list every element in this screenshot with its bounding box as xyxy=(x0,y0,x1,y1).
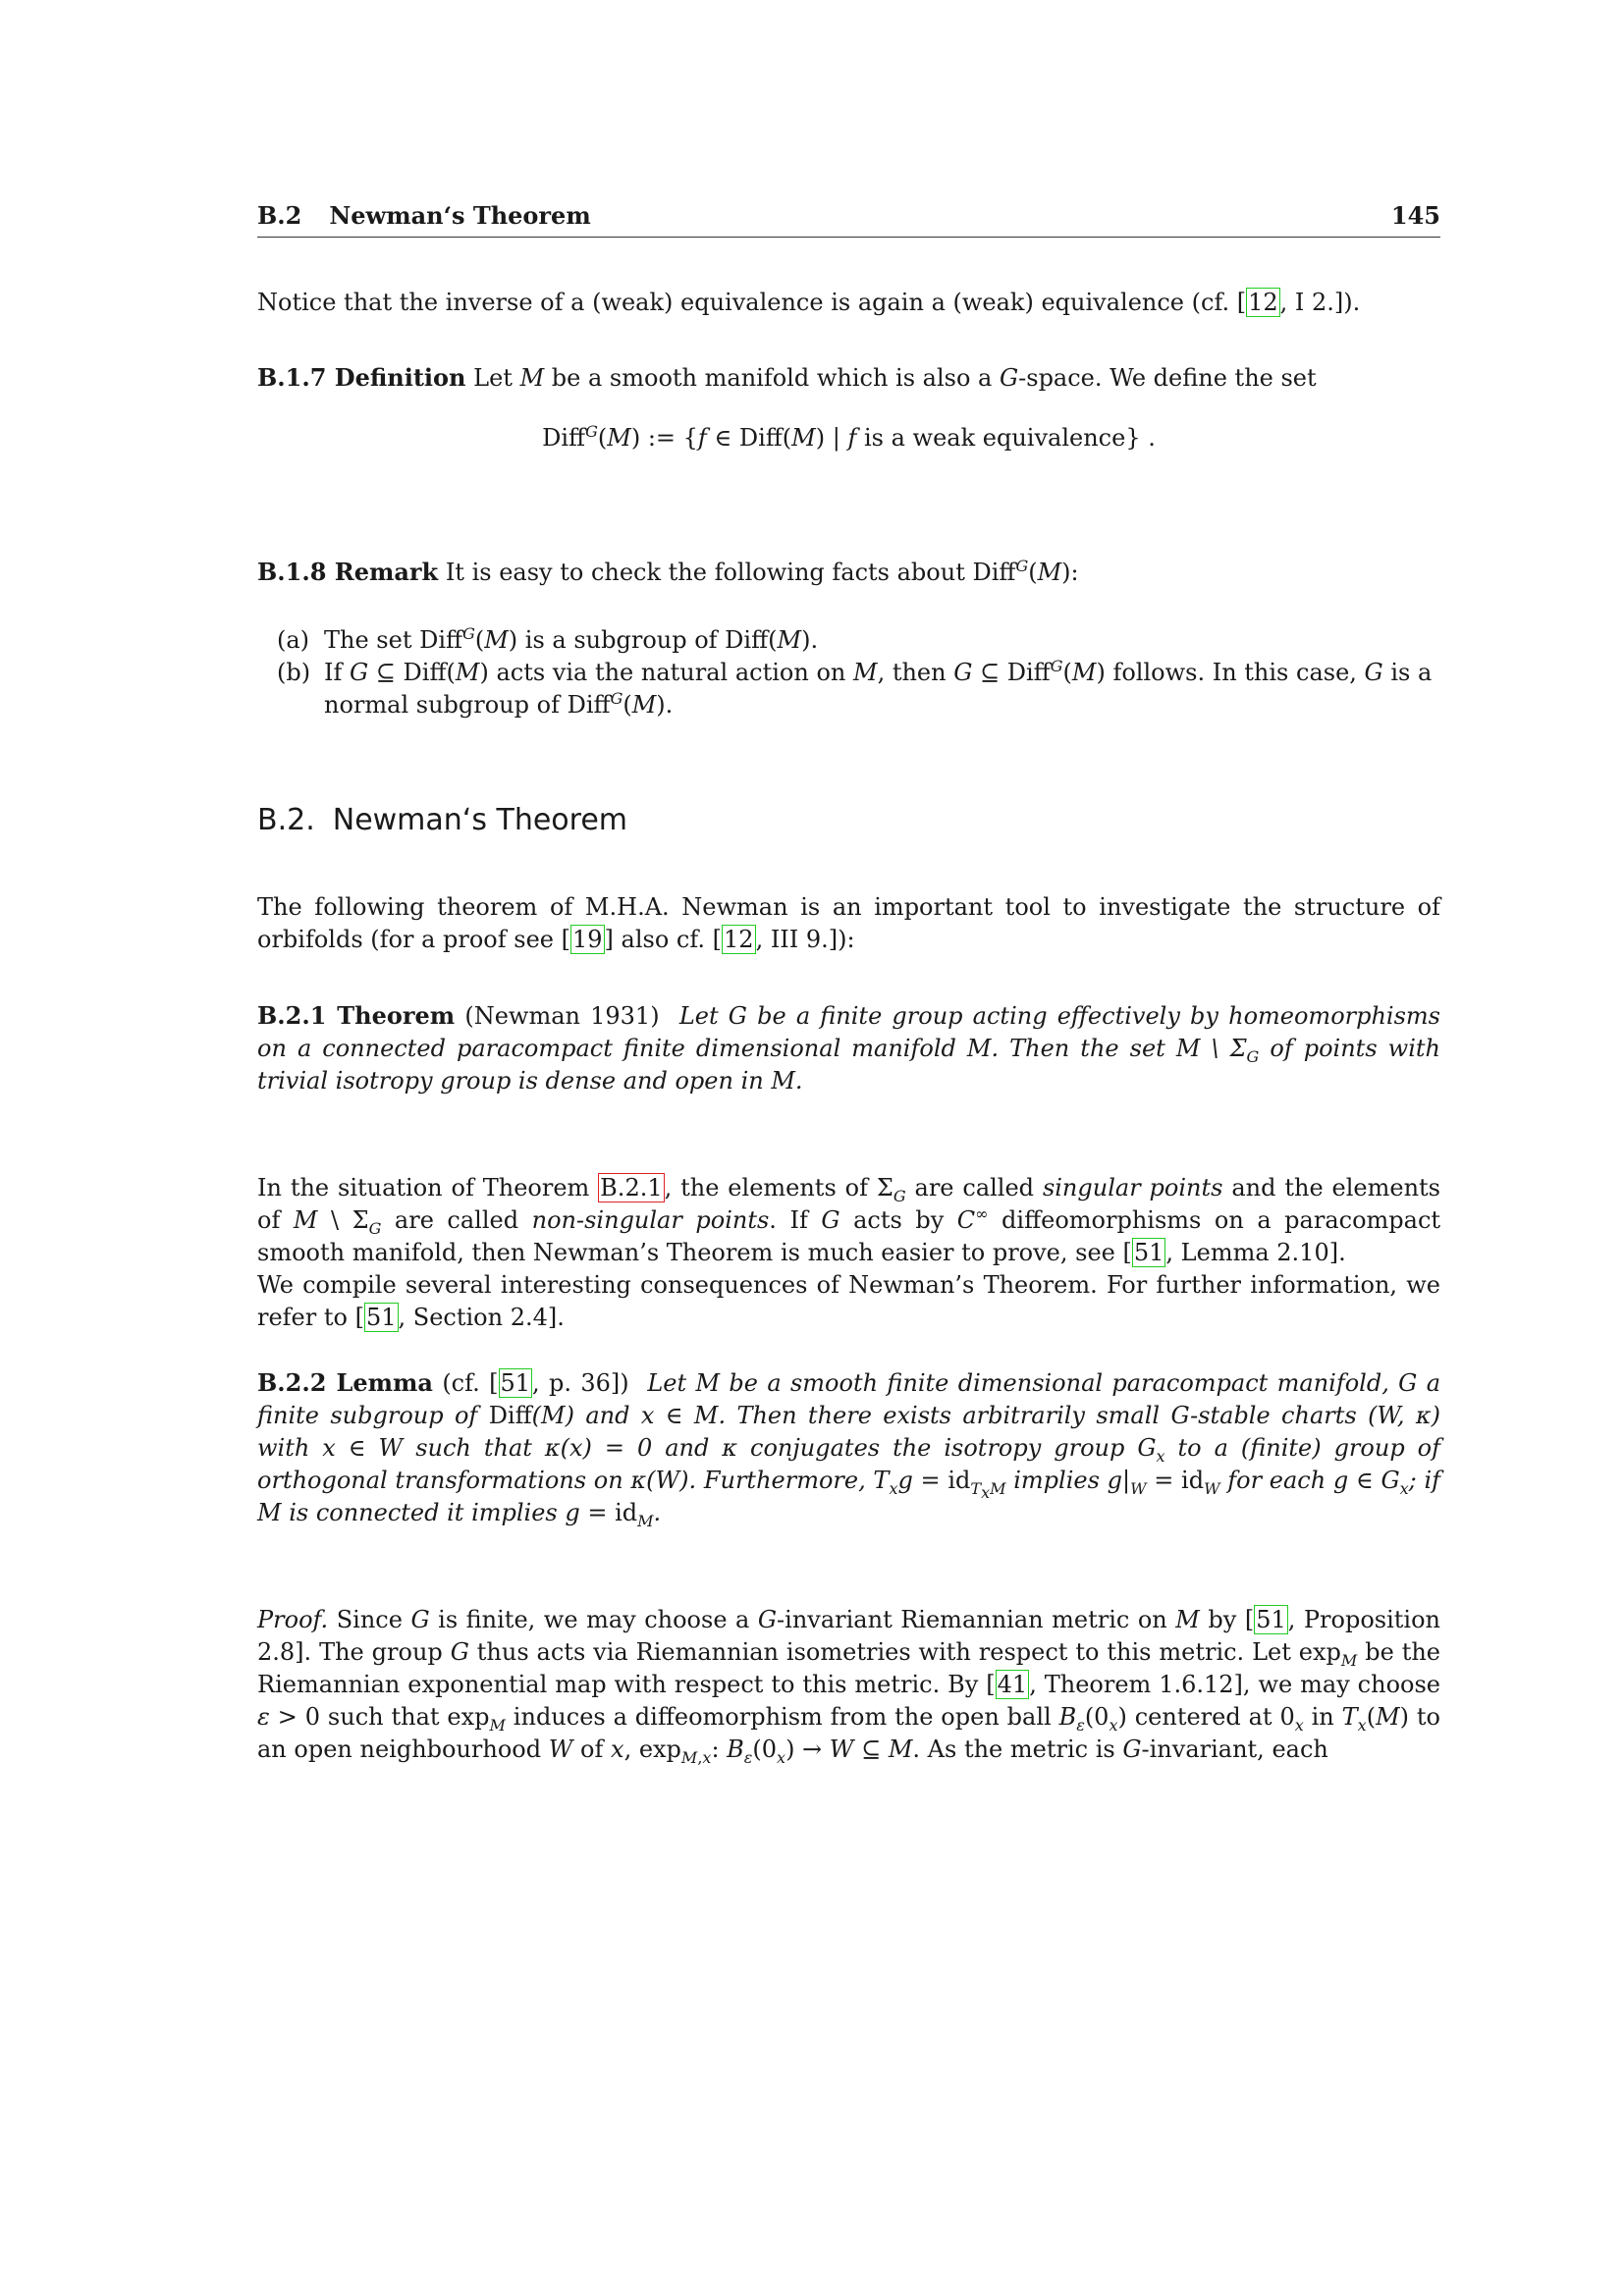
intro-paragraph: Notice that the inverse of a (weak) equivalence is again a (weak) equivalence (cf. [12, I 2.]). xyxy=(257,289,1361,316)
theorem-statement: Let G be a finite group acting effectively by homeomorphisms on a connected paracompact finite dimensional manifold M. Then the set M \ $\Sigma_G$ of points with trivial isotropy group is dense and open in M. xyxy=(257,1002,1440,1095)
remark-text: It is easy to check the following facts about Diff$^G$(M): xyxy=(445,557,1079,586)
remark-label: B.1.8 Remark xyxy=(257,558,439,586)
cite-link[interactable]: [19] xyxy=(561,926,614,953)
cite-link[interactable]: [51 xyxy=(1122,1239,1164,1266)
cite-link[interactable]: [51 xyxy=(354,1304,397,1331)
definition-block xyxy=(257,361,1440,395)
header-section xyxy=(257,201,591,230)
paragraph-singular-points: In the situation of Theorem B.2.1, the elements of $\Sigma_G$ are called singular points and the elements of M \ $\Sigma_G$ are called non-singular points. If G acts by C∞ diffeomorphisms on a paracompact smooth manifold, then Newman’s Theorem is much easier to prove, see [51, Lemma 2.10]. We compile several interesting consequences of Newman’s Theorem. For further information, we refer to [51, Section 2.4]. xyxy=(257,1174,1441,1331)
theorem-label: B.2.1 Theorem xyxy=(257,1001,456,1030)
lemma-block: B.2.2 Lemma (cf. [51, p. 36]) Let M be a smooth finite dimensional paracompact manifold, G a finite subgroup of Diff(M) and x ∈ M. Then there exists arbitrarily small G-stable charts (W, κ) with x ∈ W such that κ(x) = 0 and κ conjugates the isotropy group $G_x$ to a (finite) group of orthogonal transformations on κ(W). Furthermore, $T_xg = id_{T_xM}$ implies $g|_W = id_W$ for each g ∈ $G_x$; if M is connected it implies $g = id_M$. xyxy=(257,1368,1441,1530)
remark-block xyxy=(257,556,1440,589)
intro-text: Notice that the inverse of a (weak) equivalence is again a (weak) equivalence (cf. xyxy=(257,289,1237,316)
proof-label: Proof. xyxy=(257,1606,329,1633)
lemma-statement: Let M be a smooth finite dimensional paracompact manifold, G a finite subgroup of Diff(M) and x ∈ M. Then there exists arbitrarily small G-stable charts (W, κ) with x ∈ W such that κ(x) = 0 and κ conjugates the isotropy group $G_x$ to a (finite) group of orthogonal transformations on κ(W). Furthermore, $T_xg = id_{T_xM}$ implies $g|_W = id_W$ for each g ∈ $G_x$; if M is connected it implies $g = id_M$. xyxy=(257,1369,1441,1530)
paragraph-newman-intro: The following theorem of M.H.A. Newman is an important tool to investigate the structure of orbifolds (for a proof see [19] also cf. [12, III 9.]): xyxy=(257,893,1440,953)
cite-link[interactable]: [51 xyxy=(489,1369,531,1397)
definition-text: Let M be a smooth manifold which is also a G-space. We define the set xyxy=(473,364,1317,392)
header-section-number: B.2 xyxy=(257,201,302,230)
list-item: (a) The set Diff$^G$(M) is a subgroup of Diff(M). xyxy=(277,624,819,654)
remark-list xyxy=(277,624,1440,721)
running-header xyxy=(257,201,1440,238)
section-title: Newman‘s Theorem xyxy=(332,803,628,837)
list-item: (b) If G ⊆ Diff(M) acts via the natural action on M, then G ⊆ Diff$^G$(M) follows. In this case, G is a normal subgroup of Diff$^G$(M). xyxy=(277,657,1433,719)
cite-link[interactable]: [41 xyxy=(986,1671,1028,1698)
section-number: B.2. xyxy=(257,803,315,837)
cite-link[interactable]: [12 xyxy=(1236,289,1278,316)
cite-link[interactable]: [12 xyxy=(712,926,754,953)
lemma-label: B.2.2 Lemma xyxy=(257,1368,433,1397)
proof-block: Proof. Since G is finite, we may choose a G-invariant Riemannian metric on M by [51, Proposition 2.8]. The group G thus acts via Riemannian isometries with respect to this metric. Let $\exp_M$ be the Riemannian exponential map with respect to this metric. By [41, Theorem 1.6.12], we may choose ε > 0 such that $\exp_M$ induces a diffeomorphism from the open ball $B_\varepsilon(0_x)$ centered at $0_x$ in $T_x(M)$ to an open neighbourhood W of x, $\exp_{M,x}$: $B_\varepsilon(0_x) \to W$ ⊆ M. As the metric is G-invariant, each xyxy=(257,1606,1441,1767)
theorem-block xyxy=(257,999,1440,1097)
definition-label: B.1.7 Definition xyxy=(257,363,466,392)
cite-link[interactable]: [51 xyxy=(1244,1606,1286,1633)
page-number: 145 xyxy=(1390,201,1440,230)
section-heading xyxy=(257,803,627,837)
theorem-attribution: (Newman 1931) xyxy=(464,1002,660,1030)
definition-formula: Diff$^G$(M) := {f ∈ Diff(M) | f is a weak equivalence} . xyxy=(542,422,1156,452)
theorem-ref-link[interactable]: B.2.1 xyxy=(600,1174,663,1201)
header-section-title: Newman‘s Theorem xyxy=(329,201,591,230)
